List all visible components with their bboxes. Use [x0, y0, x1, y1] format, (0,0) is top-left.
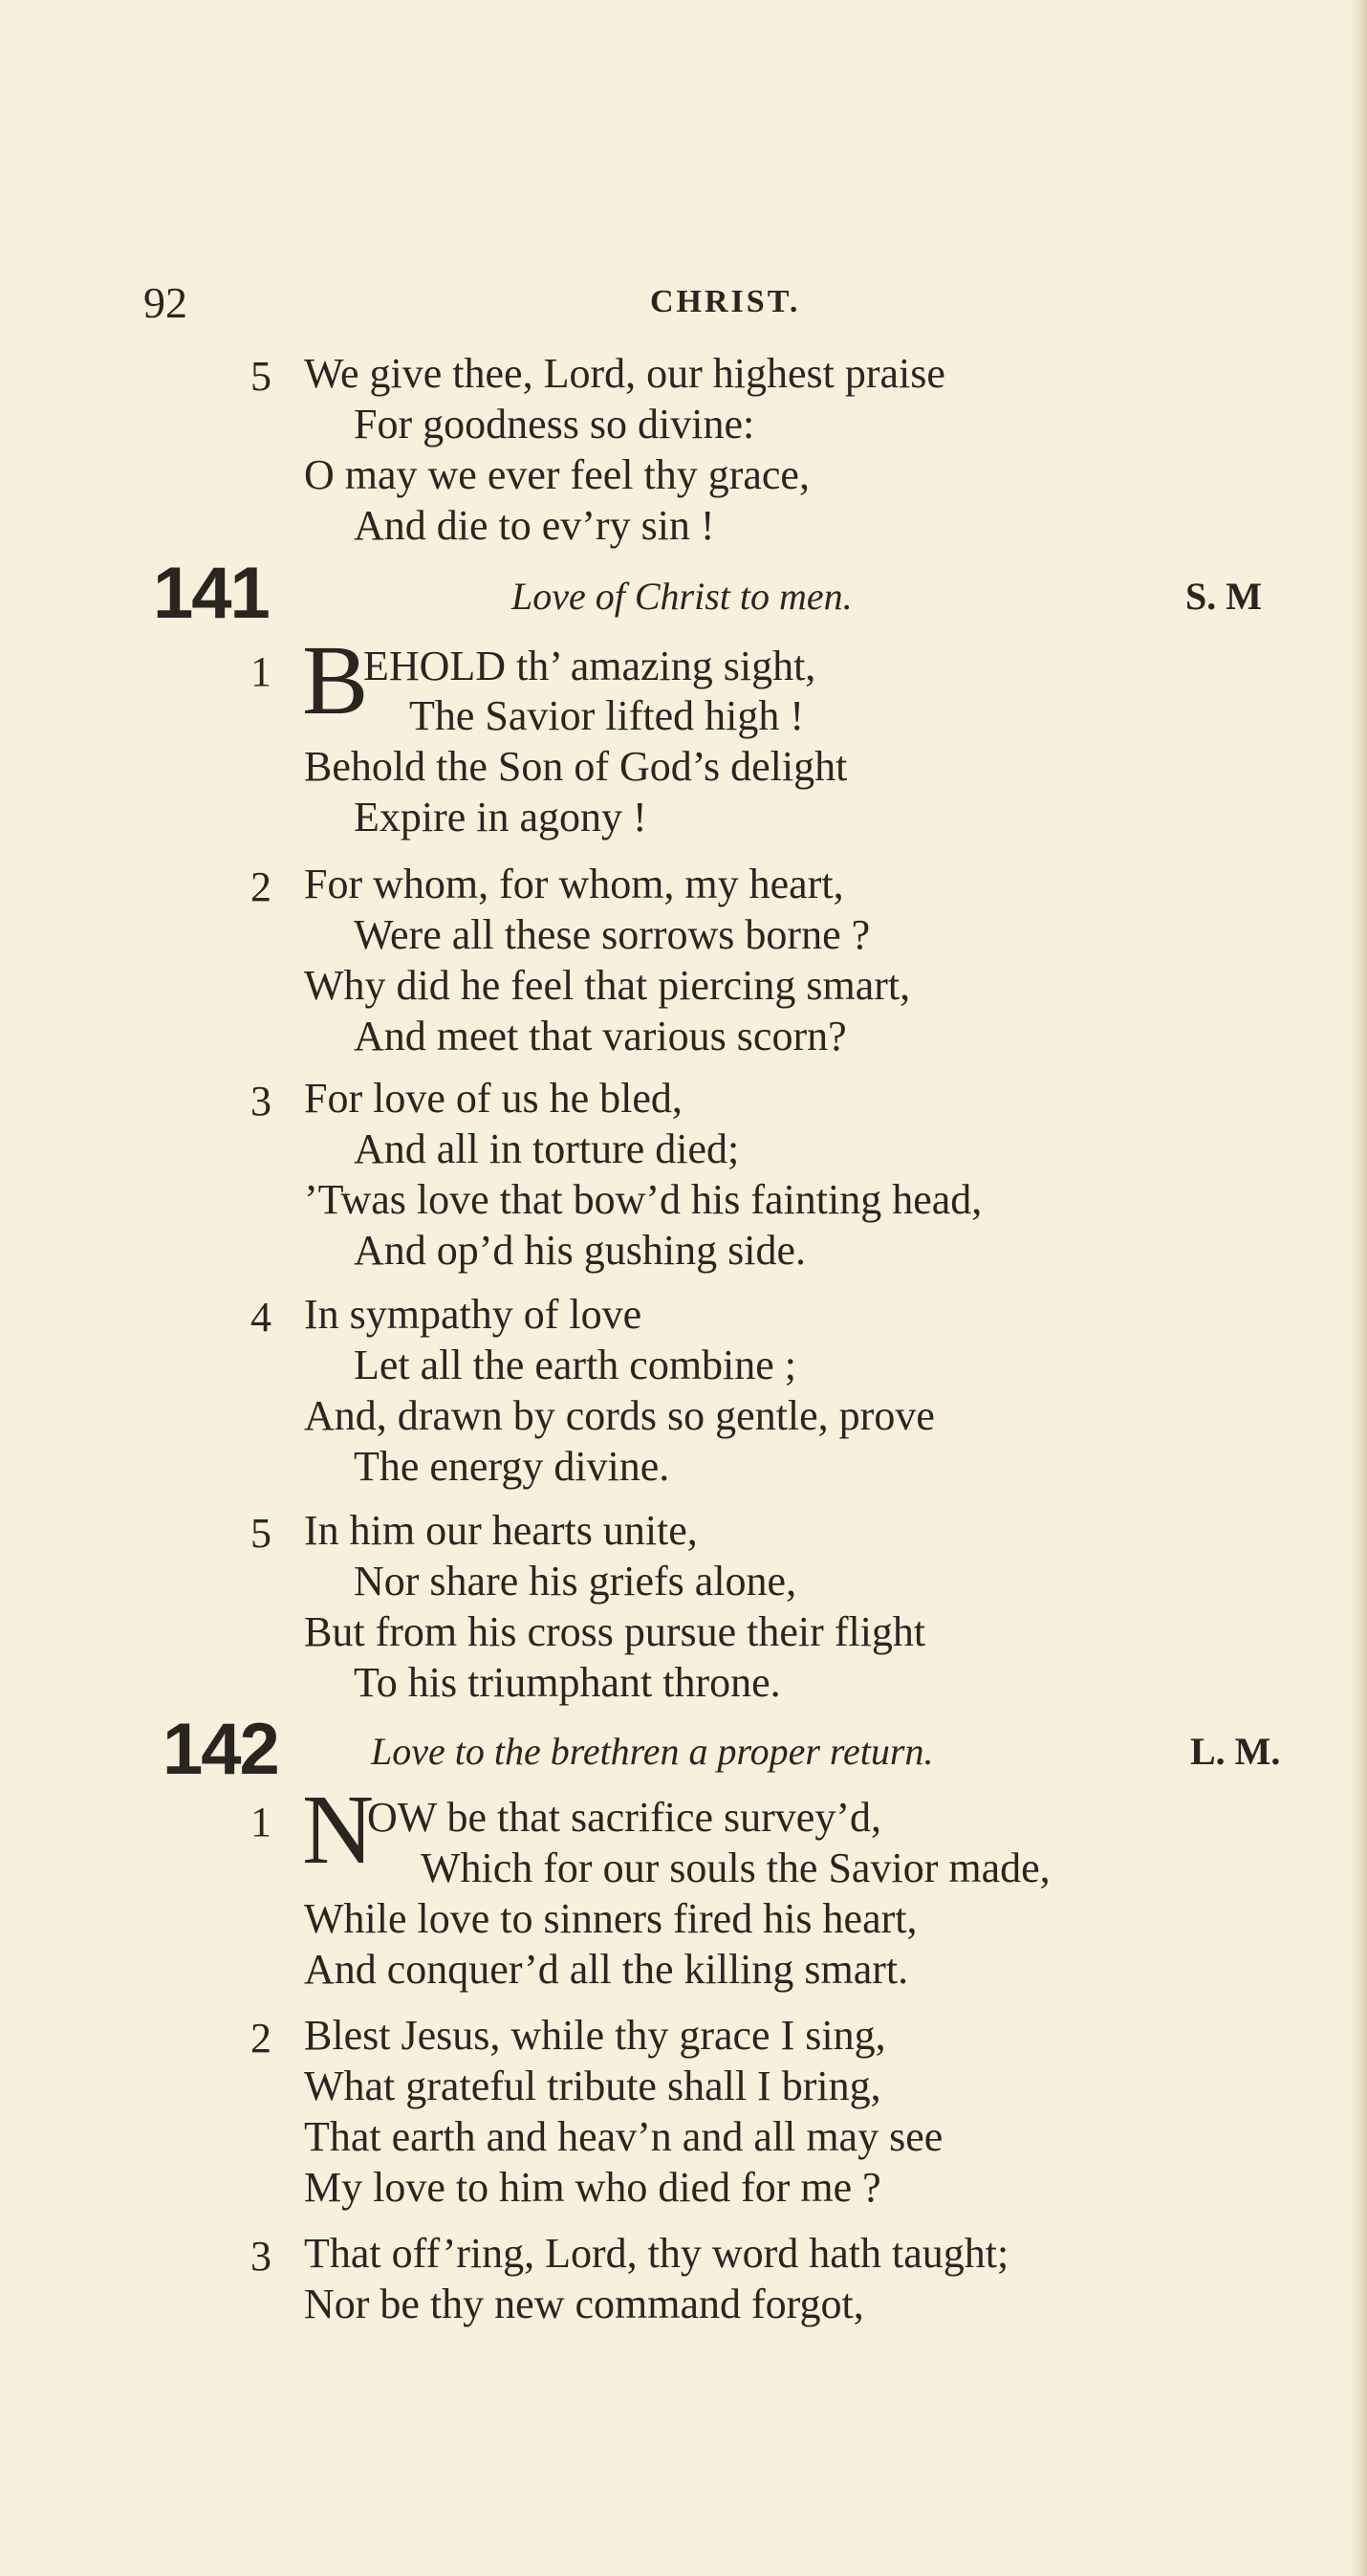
verse-number: 5: [250, 353, 271, 400]
hymn-meter: S. M: [1185, 575, 1262, 618]
verse-line: Were all these sorrows borne ?: [354, 911, 871, 958]
page-number: 92: [143, 278, 187, 327]
verse-number: 4: [250, 1294, 271, 1341]
verse-line: Expire in agony !: [354, 794, 647, 840]
verse-number: 2: [250, 863, 271, 910]
running-title: CHRIST.: [650, 284, 801, 319]
verse-line: For goodness so divine:: [354, 401, 755, 448]
verse-line: And all in torture died;: [354, 1125, 740, 1172]
hymn-meter: L. M.: [1190, 1730, 1281, 1773]
verse-line: To his triumphant throne.: [354, 1659, 781, 1706]
verse-line: Which for our souls the Savior made,: [421, 1845, 1051, 1891]
verse-number: 3: [250, 1078, 271, 1124]
verse-number: 2: [250, 2015, 271, 2062]
verse-line: That off’ring, Lord, thy word hath taught;: [304, 2230, 1009, 2277]
verse-line: And op’d his gushing side.: [354, 1227, 806, 1274]
verse-line: Why did he feel that piercing smart,: [304, 962, 911, 1009]
verse-line: And, drawn by cords so gentle, prove: [304, 1392, 935, 1439]
drop-cap: N: [302, 1775, 375, 1885]
hymn-number: 142: [163, 1709, 278, 1790]
verse-line: For whom, for whom, my heart,: [304, 861, 844, 907]
verse-line: OW be that sacrifice survey’d,: [367, 1794, 881, 1841]
verse-line: Let all the earth combine ;: [354, 1342, 797, 1388]
verse-number: 5: [250, 1510, 271, 1557]
verse-line: Nor share his griefs alone,: [354, 1558, 797, 1605]
verse-line: That earth and heav’n and all may see: [304, 2113, 944, 2160]
page-edge-shadow: [1350, 0, 1367, 2576]
verse-line: In him our hearts unite,: [304, 1507, 698, 1554]
verse-line: The Savior lifted high !: [409, 692, 805, 739]
verse-line: While love to sinners fired his heart,: [304, 1895, 918, 1942]
verse-line: Behold the Son of God’s delight: [304, 743, 848, 790]
hymn-number: 141: [153, 553, 269, 634]
verse-line: And die to ev’ry sin !: [354, 502, 715, 549]
drop-cap: B: [302, 625, 369, 735]
verse-line: Blest Jesus, while thy grace I sing,: [304, 2012, 886, 2059]
verse-number: 1: [250, 1799, 271, 1845]
verse-line: And meet that various scorn?: [354, 1013, 847, 1059]
verse-line: EHOLD th’ amazing sight,: [363, 643, 816, 689]
verse-number: 3: [250, 2233, 271, 2280]
hymn-title: Love to the brethren a proper return.: [371, 1730, 934, 1773]
verse-line: In sympathy of love: [304, 1291, 642, 1338]
verse-line: The energy divine.: [354, 1443, 670, 1490]
verse-line: What grateful tribute shall I bring,: [304, 2063, 881, 2109]
verse-line: For love of us he bled,: [304, 1075, 683, 1122]
verse-number: 1: [250, 648, 271, 695]
verse-line: My love to him who died for me ?: [304, 2164, 881, 2211]
verse-line: O may we ever feel thy grace,: [304, 451, 810, 498]
verse-line: Nor be thy new command forgot,: [304, 2281, 864, 2327]
hymn-title: Love of Christ to men.: [511, 575, 853, 618]
verse-line: ’Twas love that bow’d his fainting head,: [304, 1176, 983, 1223]
verse-line: But from his cross pursue their flight: [304, 1608, 926, 1655]
verse-line: And conquer’d all the killing smart.: [304, 1946, 909, 1993]
verse-line: We give thee, Lord, our highest praise: [304, 350, 945, 397]
